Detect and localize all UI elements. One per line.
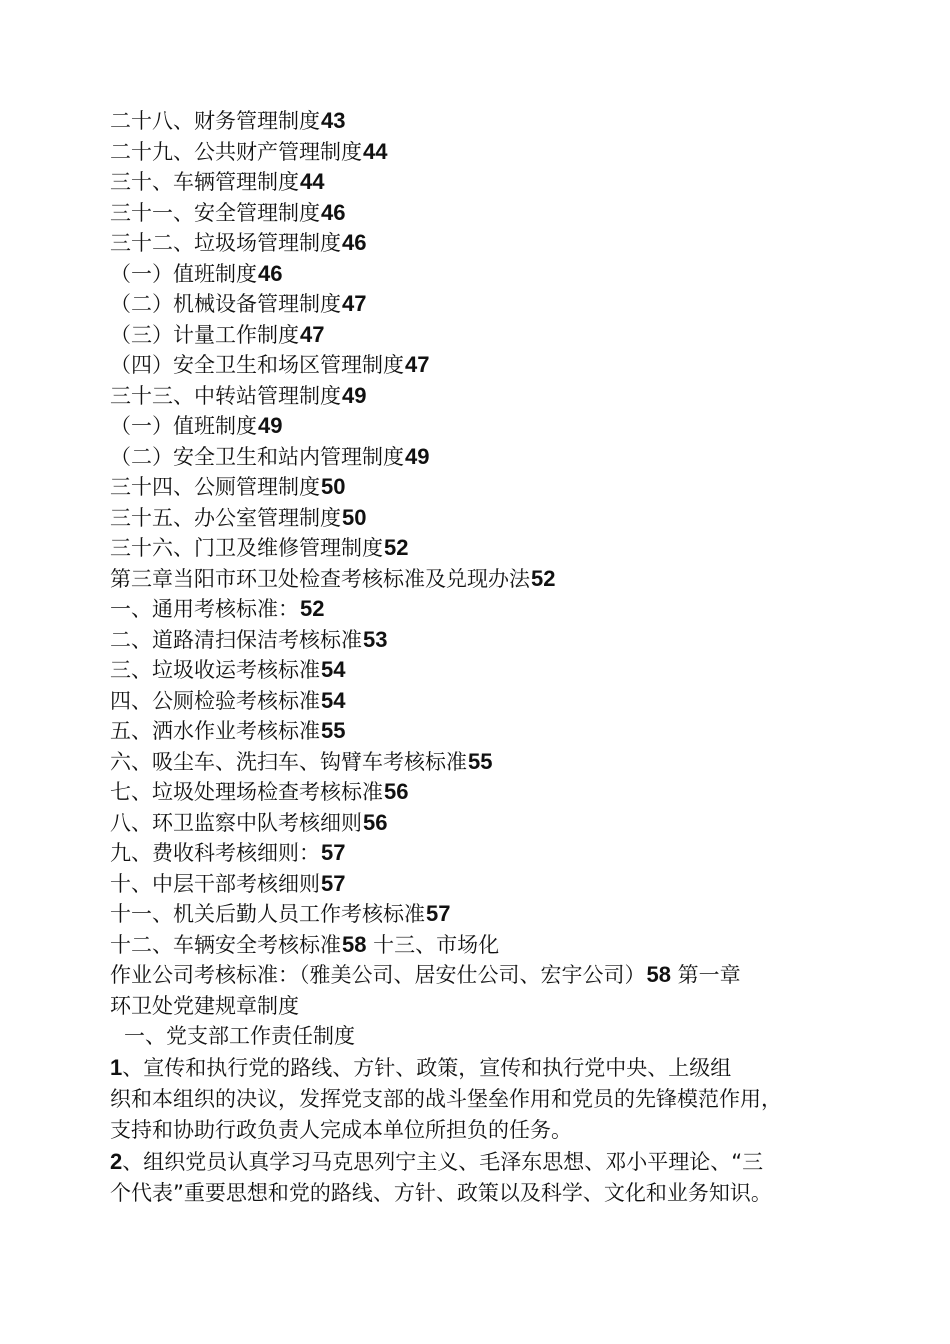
- toc-entry-page: 56: [384, 779, 409, 804]
- toc-entry: [110, 472, 870, 503]
- toc-entry-page: 47: [300, 321, 325, 347]
- toc-entry-title: （一）值班制度: [110, 414, 257, 438]
- paragraph-line: 个代表”重要思想和党的路线、方针、政策以及科学、文化和业务知识。: [110, 1180, 772, 1205]
- toc-entry-title: （二）安全卫生和站内管理制度: [110, 444, 404, 469]
- toc-entry-title: 十三、市场化: [366, 932, 500, 957]
- section-title: 一、党支部工作责任制度: [124, 1024, 355, 1048]
- toc-entry: [110, 167, 870, 198]
- toc-entry: [110, 838, 870, 869]
- toc-entry: [110, 869, 870, 900]
- toc-entry: [110, 899, 870, 930]
- toc-entry-page: 58: [342, 931, 367, 957]
- toc-entry-title: 六、吸尘车、洗扫车、钩臂车考核标准: [110, 749, 467, 774]
- toc-entry-title: 第三章当阳市环卫处检查考核标准及兑现办法: [110, 566, 530, 591]
- toc-entry-page: 57: [321, 870, 346, 896]
- toc-entry-title: 七、垃圾处理场检查考核标准: [110, 780, 383, 804]
- chapter-title: 环卫处党建规章制度: [110, 993, 299, 1018]
- toc-entry-title: 一、通用考核标准：: [110, 597, 299, 621]
- toc-entry: [110, 320, 870, 351]
- toc-entry-page: 47: [342, 291, 367, 316]
- paragraph-2: [110, 1146, 870, 1209]
- toc-entry: [110, 777, 870, 808]
- toc-entry-page: 56: [363, 809, 388, 835]
- toc-entry: [110, 137, 870, 168]
- toc-entry-title: 二十九、公共财产管理制度: [110, 139, 362, 164]
- toc-entry-title: 二十八、财务管理制度: [110, 109, 320, 133]
- toc-entry-title: 三十二、垃圾场管理制度: [110, 231, 341, 255]
- toc-entry-title: 三十、车辆管理制度: [110, 170, 299, 194]
- toc-entry-page: 49: [405, 443, 430, 469]
- paragraph-text: 、宣传和执行党的路线、方针、政策，宣传和执行党中央、上级组: [122, 1055, 732, 1080]
- toc-entry-page: 47: [405, 352, 430, 377]
- toc-entry-title: 三十六、门卫及维修管理制度: [110, 536, 383, 560]
- toc-entry: [110, 655, 870, 686]
- toc-entry-title: 八、环卫监察中队考核细则: [110, 810, 362, 835]
- toc-entry-page: 57: [426, 901, 451, 926]
- toc-entry: [110, 625, 870, 656]
- toc-entry-page: 46: [258, 260, 283, 286]
- toc-entry-title: 二、道路清扫保洁考核标准: [110, 627, 362, 652]
- toc-entry: [110, 594, 870, 625]
- toc-entry: [110, 411, 870, 442]
- toc-entry-title: 十、中层干部考核细则: [110, 871, 320, 896]
- toc-entry: [110, 442, 870, 473]
- toc-entry-page: 52: [531, 565, 556, 591]
- toc-entry-title: 十二、车辆安全考核标准: [110, 932, 341, 957]
- paragraph-line: 支持和协助行政负责人完成本单位所担负的任务。: [110, 1117, 572, 1142]
- toc-entry-title: 五、洒水作业考核标准: [110, 719, 320, 743]
- toc-entry-page: 50: [321, 474, 346, 499]
- toc-entry-title: （三）计量工作制度: [110, 322, 299, 347]
- paragraph-line: [110, 1146, 870, 1178]
- toc-entry: [110, 747, 870, 778]
- toc-entry: [110, 350, 870, 381]
- toc-entry: [110, 533, 870, 564]
- toc-entry-page: 53: [363, 626, 388, 652]
- toc-entry-title: （一）值班制度: [110, 261, 257, 286]
- paragraph-text: 、组织党员认真学习马克思列宁主义、毛泽东思想、邓小平理论、“三: [122, 1149, 764, 1174]
- toc-entry-title: 第一章: [670, 963, 741, 987]
- toc-entry: [110, 228, 870, 259]
- toc-entry: [110, 503, 870, 534]
- toc-entry-page: 46: [342, 230, 367, 255]
- toc-entry-page: 55: [468, 748, 493, 774]
- table-of-contents: [110, 106, 870, 1209]
- toc-entry-page: 44: [363, 138, 388, 164]
- paragraph-line: 织和本组织的决议，发挥党支部的战斗堡垒作用和党员的先锋模范作用，: [110, 1086, 782, 1111]
- toc-entry-page: 55: [321, 718, 346, 743]
- toc-entry: [110, 381, 870, 412]
- toc-entry-title: 四、公厕检验考核标准: [110, 688, 320, 713]
- toc-entry-page: 49: [342, 382, 367, 408]
- paragraph-number: 1: [110, 1054, 123, 1080]
- toc-entry-title: 三、垃圾收运考核标准: [110, 658, 320, 682]
- toc-entry-page: 49: [258, 413, 283, 438]
- toc-entry-page: 54: [321, 657, 346, 682]
- toc-entry-page: 52: [384, 535, 409, 560]
- toc-entry: [110, 686, 870, 717]
- toc-entry: [110, 106, 870, 137]
- toc-entry-page: 54: [321, 687, 346, 713]
- toc-entry-page: 58: [646, 962, 671, 987]
- toc-entry: [110, 198, 870, 229]
- toc-mixed-line: [110, 960, 870, 991]
- toc-entry-title: 作业公司考核标准：（雅美公司、居安仕公司、宏宇公司）: [110, 963, 646, 987]
- toc-entry-title: （四）安全卫生和场区管理制度: [110, 353, 404, 377]
- toc-entry-title: 三十四、公厕管理制度: [110, 475, 320, 499]
- toc-entry: [110, 289, 870, 320]
- toc-entry-title: 九、费收科考核细则：: [110, 841, 320, 865]
- toc-entry: [110, 808, 870, 839]
- toc-entry-page: 57: [321, 840, 346, 865]
- toc-entry-page: 43: [321, 108, 346, 133]
- toc-entry-title: 三十三、中转站管理制度: [110, 383, 341, 408]
- paragraph-1: [110, 1052, 870, 1146]
- toc-entry: [110, 716, 870, 747]
- toc-entry-title: 三十一、安全管理制度: [110, 200, 320, 225]
- toc-entry: [110, 259, 870, 290]
- paragraph-line: [110, 1052, 870, 1084]
- toc-entry-page: 52: [300, 596, 325, 621]
- paragraph-number: 2: [110, 1148, 123, 1174]
- toc-entry: [110, 564, 870, 595]
- toc-entry-title: 十一、机关后勤人员工作考核标准: [110, 902, 425, 926]
- toc-mixed-line: [110, 930, 870, 961]
- toc-entry-page: 50: [342, 504, 367, 530]
- toc-entry-page: 46: [321, 199, 346, 225]
- toc-entry-title: （二）机械设备管理制度: [110, 292, 341, 316]
- toc-entry-title: 三十五、办公室管理制度: [110, 505, 341, 530]
- toc-entry-page: 44: [300, 169, 325, 194]
